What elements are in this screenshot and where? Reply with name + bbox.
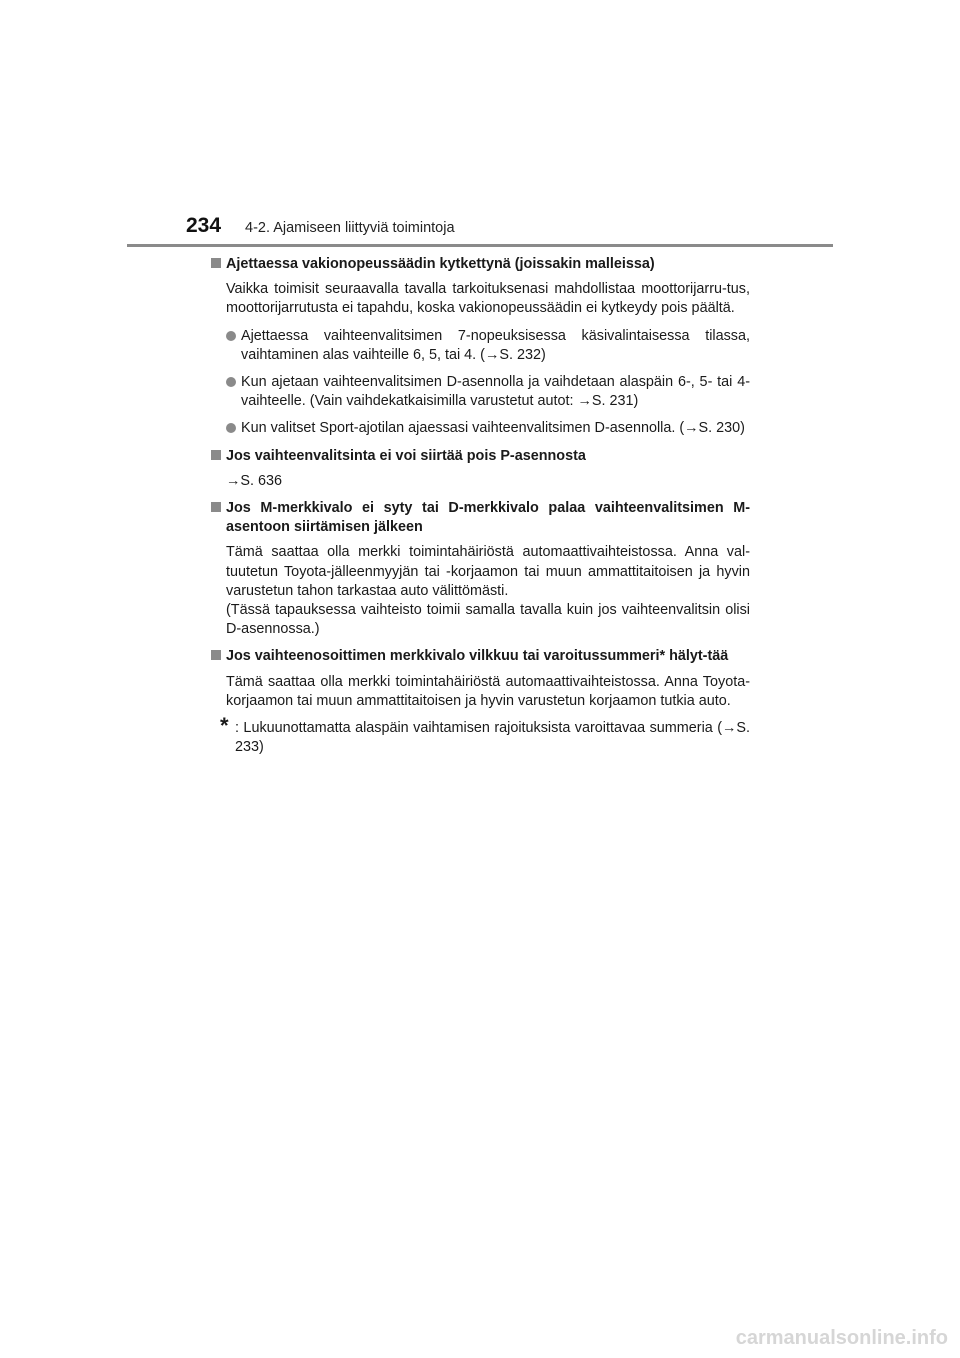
- round-bullet-icon: [226, 377, 236, 387]
- footnote: [220, 713, 750, 757]
- section-paragraph: Vaikka toimisit seuraavalla tavalla tarkoituksenasi mahdollistaa moottorijarru-tus, moottorijarrutusta ei tapahdu, koska vakionopeussäädin ei kytkeydy pois päältä.: [226, 281, 750, 317]
- square-bullet-icon: [211, 258, 221, 268]
- section-paragraph: →S. 636: [226, 472, 282, 489]
- watermark: carmanualsonline.info: [735, 1327, 948, 1349]
- list-item-text: Ajettaessa vaihteenvalitsimen 7-nopeuksisessa käsivalintaisessa tilassa, vaihtaminen alas vaihteille 6, 5, tai 4. (→S. 232): [241, 327, 750, 363]
- heading-text: Jos vaihteenvalitsinta ei voi siirtää pois P-asennosta: [226, 447, 586, 464]
- list-item: [226, 419, 750, 438]
- square-bullet-icon: [211, 502, 221, 512]
- section-paragraph: Tämä saattaa olla merkki toimintahäiriöstä automaattivaihteistossa. Anna val-tuutetun Toyota-jälleenmyyjän tai -korjaamon tai muun ammattitaitoisen ja hyvin varustetun tahon tarkastaa auto välittömästi.: [226, 544, 750, 599]
- footnote-text: : Lukuunottamatta alaspäin vaihtamisen rajoituksista varoittavaa summeria (→S. 233): [235, 720, 750, 756]
- list-item: [226, 327, 750, 365]
- list-item: [226, 373, 750, 411]
- footnote-marker: *: [220, 713, 229, 739]
- section-paragraph: Tämä saattaa olla merkki toimintahäiriöstä automaattivaihteistossa. Anna Toyota-korjaamon tai muun ammattitaitoisen ja hyvin varustetun korjaamon tutkia auto.: [226, 673, 750, 709]
- page-number: 234: [186, 214, 222, 237]
- heading-text: Ajettaessa vakionopeussäädin kytkettynä (joissakin malleissa): [226, 256, 655, 272]
- square-bullet-icon: [211, 450, 221, 460]
- section-heading: [210, 447, 750, 466]
- header-rule: [127, 244, 833, 247]
- heading-text: Jos M-merkkivalo ei syty tai D-merkkivalo palaa vaihteenvalitsimen M-asentoon siirtämisen jälkeen: [226, 500, 750, 536]
- round-bullet-icon: [226, 423, 236, 433]
- square-bullet-icon: [211, 650, 221, 660]
- list-item-text: Kun ajetaan vaihteenvalitsimen D-asennolla ja vaihdetaan alaspäin 6-, 5- tai 4-vaihteelle. (Vain vaihdekatkaisimilla varustetut autot: →S. 231): [241, 374, 750, 410]
- section-heading: [210, 499, 750, 537]
- section-title: 4-2. Ajamiseen liittyviä toimintoja: [245, 220, 455, 236]
- list-item-text: Kun valitset Sport-ajotilan ajaessasi vaihteenvalitsimen D-asennolla. (→S. 230): [241, 420, 745, 437]
- section-heading: [210, 255, 750, 274]
- heading-text: Jos vaihteenosoittimen merkkivalo vilkkuu tai varoitussummeri* hälyt-tää: [226, 648, 729, 665]
- page-content: [210, 255, 750, 757]
- section-paragraph: (Tässä tapauksessa vaihteisto toimii samalla tavalla kuin jos vaihteenvalitsin olisi D-asennossa.): [226, 602, 750, 638]
- section-heading: [210, 647, 750, 666]
- round-bullet-icon: [226, 331, 236, 341]
